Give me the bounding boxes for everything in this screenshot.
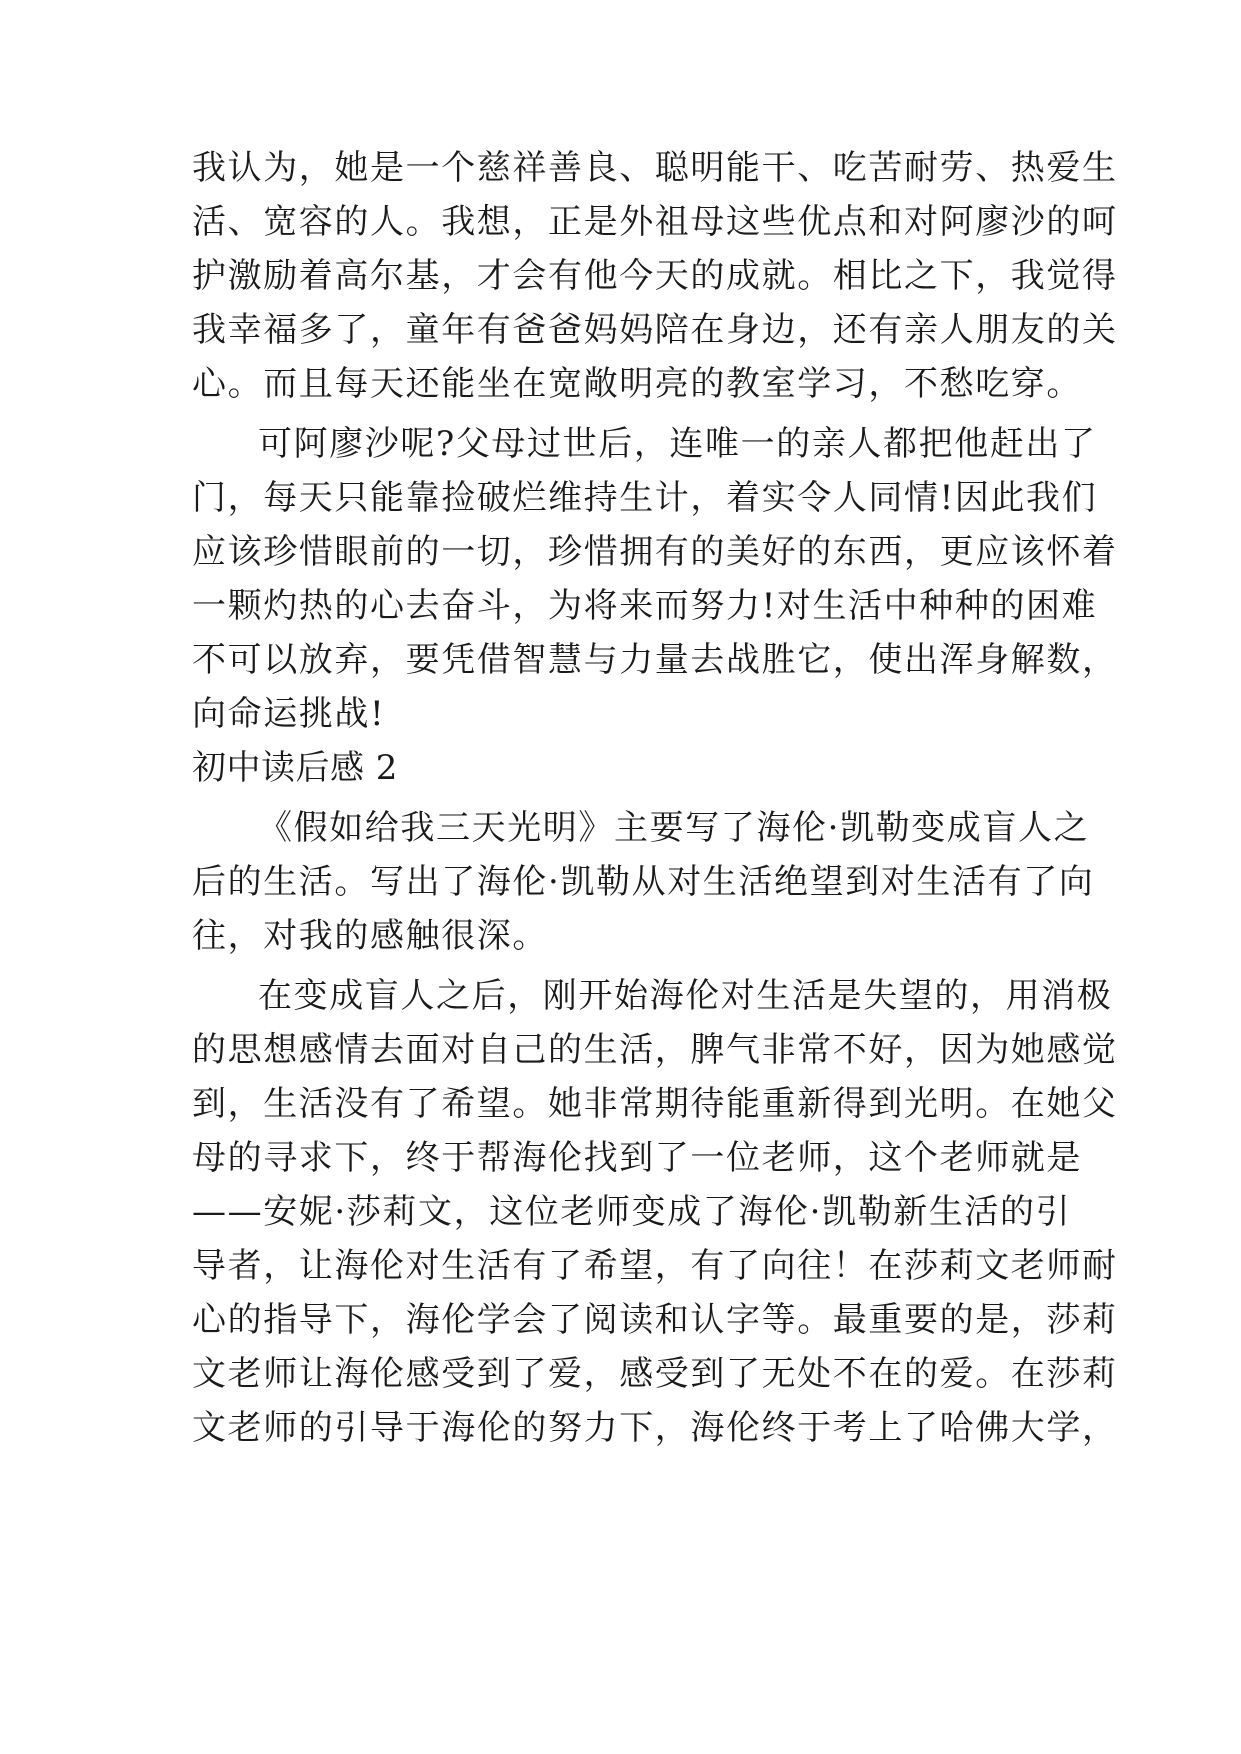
paragraph-line: 《假如给我三天光明》主要写了海伦·凯勒变成盲人之 <box>258 808 1090 848</box>
paragraph-line: 导者，让海伦对生活有了希望，有了向往！在莎莉文老师耐 <box>192 1246 1118 1286</box>
paragraph-line: 心的指导下，海伦学会了阅读和认字等。最重要的是，莎莉 <box>192 1300 1118 1340</box>
paragraph-line: 不可以放弃，要凭借智慧与力量去战胜它，使出浑身解数， <box>192 640 1118 680</box>
paragraph-line: 文老师的引导于海伦的努力下，海伦终于考上了哈佛大学， <box>192 1408 1118 1448</box>
paragraph-line: 一颗灼热的心去奋斗，为将来而努力!对生活中种种的困难 <box>192 586 1098 626</box>
paragraph-line: 可阿廖沙呢?父母过世后，连唯一的亲人都把他赶出了 <box>258 424 1097 464</box>
paragraph-line: 门，每天只能靠捡破烂维持生计，着实令人同情!因此我们 <box>192 478 1098 518</box>
paragraph-line: 活、宽容的人。我想，正是外祖母这些优点和对阿廖沙的呵 <box>192 202 1118 242</box>
paragraph-line: 文老师让海伦感受到了爱，感受到了无处不在的爱。在莎莉 <box>192 1354 1118 1394</box>
paragraph-line: 到，生活没有了希望。她非常期待能重新得到光明。在她父 <box>192 1084 1118 1124</box>
paragraph-line: 往，对我的感触很深。 <box>192 916 548 956</box>
paragraph-line: 应该珍惜眼前的一切，珍惜拥有的美好的东西，更应该怀着 <box>192 532 1118 572</box>
paragraph-line: 向命运挑战! <box>192 694 386 734</box>
paragraph-line: 在变成盲人之后，刚开始海伦对生活是失望的，用消极 <box>258 976 1113 1016</box>
paragraph-line: 心。而且每天还能坐在宽敞明亮的教室学习，不愁吃穿。 <box>192 364 1082 404</box>
paragraph-line: ——安妮·莎莉文，这位老师变成了海伦·凯勒新生活的引 <box>192 1192 1072 1232</box>
paragraph-line: 我认为，她是一个慈祥善良、聪明能干、吃苦耐劳、热爱生 <box>192 148 1118 188</box>
paragraph-line: 的思想感情去面对自己的生活，脾气非常不好，因为她感觉 <box>192 1030 1118 1070</box>
paragraph-line: 母的寻求下，终于帮海伦找到了一位老师，这个老师就是 <box>192 1138 1082 1178</box>
section-heading: 初中读后感 2 <box>192 748 398 788</box>
paragraph-line: 我幸福多了，童年有爸爸妈妈陪在身边，还有亲人朋友的关 <box>192 310 1118 350</box>
paragraph-line: 后的生活。写出了海伦·凯勒从对生活绝望到对生活有了向 <box>192 862 1095 902</box>
paragraph-line: 护激励着高尔基，才会有他今天的成就。相比之下，我觉得 <box>192 256 1118 296</box>
